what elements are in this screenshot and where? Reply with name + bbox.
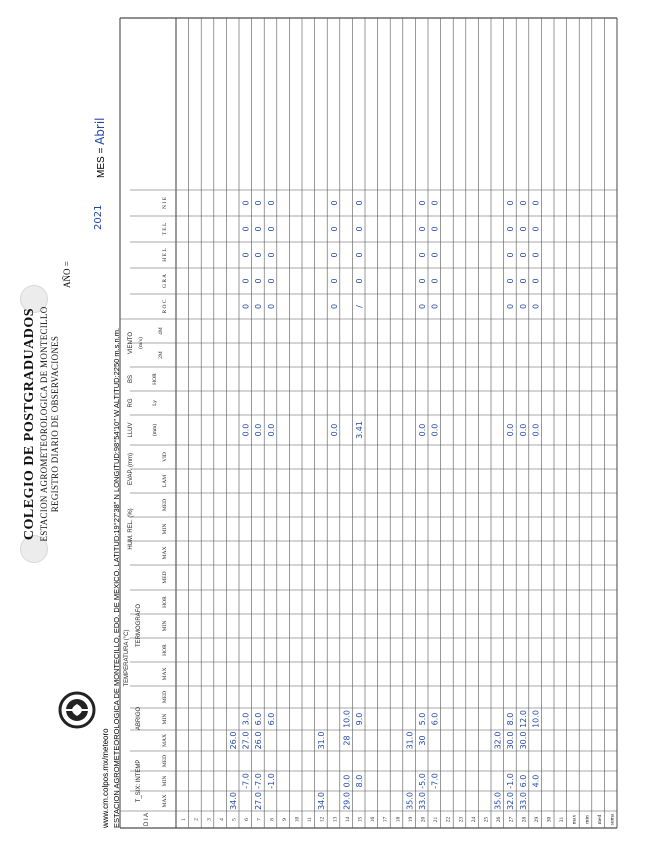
reading-gra-day-7: 0 [254,278,264,284]
reading-roc-day-6: 0 [241,303,251,310]
reading-gra-day-15: 0 [355,278,364,284]
subheader-abr_min: MIN [162,713,168,725]
reading-tsix_min-day-8: -1.0 [266,773,276,789]
row-label-9: 9 [281,818,288,821]
subheader-hum_max: MAX [162,546,168,560]
header-v4m: 4M [158,327,164,335]
reading-gra-day-28: 0 [518,278,528,284]
header-ly: Ly [152,400,158,406]
reading-gra-day-13: 0 [329,278,339,284]
row-label-max: max [571,814,578,825]
reading-tsix_max-day-12: 34.0 [317,792,327,810]
reading-tsix_max-day-26: 35.0 [493,792,503,810]
reading-nie-day-21: 0 [430,200,440,206]
reading-roc-day-20: 0 [418,303,427,310]
reading-lluv-day-27: 0.0 [506,423,516,437]
reading-tel-day-27: 0 [506,226,516,232]
row-label-24: 24 [470,816,477,823]
header-v2m: 2M [158,351,164,359]
row-label-3: 3 [206,818,213,821]
reading-abr_max-day-27: 30.0 [506,731,516,750]
anio-label: AÑO = [62,261,72,288]
row-label-17: 17 [382,816,389,823]
subheader-tsix_min: MIN [162,775,168,787]
reading-tsix_min-day-29: 4.0 [531,774,541,788]
station-coordinates: ESTACION AGROMETEOROLOGICA DE MONTECILLO, EDO. DE MEXICO. LATITUD:19°27'38" N LONGITUD:98°54'10" W ALTITUD:2250 m.s.n.m. [112,327,121,828]
subheader-ter_hmax: HOR [162,644,168,656]
row-label-30: 30 [546,816,553,823]
reading-tsix_max-day-28: 33.0 [518,792,528,810]
subheader-evap_vid: VID [162,452,168,462]
row-label-2: 2 [193,818,200,821]
row-label-med: med [596,814,603,825]
register-title: REGISTRO DIARIO DE OBSERVACIONES [50,335,60,513]
reading-nie-day-15: 0 [355,200,364,206]
reading-tsix_min-day-14: 0.0 [342,774,352,788]
reading-abr_max-day-7: 26.0 [254,731,264,750]
reading-tsix_min-day-6: -7.0 [241,773,251,789]
reading-hel-day-8: 0 [266,252,276,258]
reading-tsix_min-day-28: 6.0 [518,774,528,788]
reading-hel-day-27: 0 [506,252,516,258]
subheader-abr_med: MED [162,690,168,704]
header-evap: EVAP. (mm) [128,452,134,486]
reading-tsix_min-day-27: -1.0 [506,773,516,789]
row-label-4: 4 [218,818,225,821]
header-viento: VIENTO [128,331,134,355]
reading-tel-day-28: 0 [518,226,528,232]
reading-roc-day-15: / [355,305,364,308]
reading-roc-day-13: 0 [329,303,339,310]
subheader-tsix_max: MAX [162,794,168,808]
header-dia: D I A [144,812,150,827]
row-label-8: 8 [269,818,276,821]
header-termografo: TERMOGRAFO [136,604,142,647]
row-label-12: 12 [319,816,326,823]
row-label-7: 7 [256,818,263,821]
subheader-hum_med: MED [162,498,168,512]
header-bs: BS [128,374,134,384]
reading-nie-day-29: 0 [531,200,541,206]
row-label-19: 19 [407,816,414,823]
reading-hel-day-29: 0 [531,252,541,258]
row-label-21: 21 [433,816,440,823]
reading-abr_min-day-29: 10.0 [531,710,541,728]
reading-hel-day-21: 0 [430,252,440,258]
header-temperatura: TEMPERATURA (°C) [124,629,130,687]
row-label-23: 23 [458,816,465,823]
reading-roc-day-29: 0 [531,303,541,310]
reading-gra-day-29: 0 [531,278,541,284]
reading-tsix_max-day-5: 34.0 [229,792,238,810]
subheader-roc: R O C [162,299,168,314]
row-label-15: 15 [357,816,364,823]
row-label-13: 13 [332,816,339,823]
header-tsix: T_SIX: INTEMP [136,759,142,803]
reading-gra-day-8: 0 [266,278,276,284]
reading-abr_max-day-5: 26.0 [229,731,238,750]
reading-tel-day-29: 0 [531,226,541,232]
header-rg: RG [128,398,134,408]
header-hum: HUM. REL. (%) [128,508,134,550]
reading-tel-day-21: 0 [430,226,440,232]
row-label-16: 16 [370,816,377,823]
reading-tsix_min-day-21: -7.0 [430,773,440,789]
reading-lluv-day-15: 3.41 [355,421,364,439]
reading-lluv-day-6: 0.0 [241,423,251,437]
reading-nie-day-27: 0 [506,200,516,206]
reading-tel-day-6: 0 [241,226,251,232]
reading-nie-day-7: 0 [254,200,264,206]
reading-nie-day-8: 0 [266,200,276,206]
subheader-ter_max: MAX [162,667,168,681]
subheader-hel: H E L [162,248,168,262]
reading-abr_min-day-20: 5.0 [418,712,427,726]
row-label-25: 25 [483,816,490,823]
reading-lluv-day-8: 0.0 [266,423,276,437]
subheader-tel: T E L [162,222,168,236]
reading-abr_min-day-6: 3.0 [241,712,251,726]
row-label-27: 27 [508,816,515,823]
reading-abr_min-day-21: 6.0 [430,712,440,726]
reading-abr_min-day-28: 12.0 [518,710,528,728]
reading-tsix_min-day-20: -5.0 [418,773,427,789]
reading-tsix_max-day-14: 29.0 [342,792,352,810]
reading-hel-day-15: 0 [355,252,364,258]
reading-nie-day-6: 0 [241,200,251,206]
reading-nie-day-28: 0 [518,200,528,206]
reading-tel-day-15: 0 [355,226,364,232]
reading-lluv-day-28: 0.0 [518,423,528,437]
reading-lluv-day-21: 0.0 [430,423,440,437]
reading-roc-day-27: 0 [506,303,516,310]
institution-title: COLEGIO DE POSTGRADUADOS [22,307,37,541]
reading-abr_min-day-7: 6.0 [254,712,264,726]
row-label-1: 1 [181,818,188,821]
reading-lluv-day-29: 0.0 [531,423,541,437]
header-bs-hor: HOR [152,373,158,385]
reading-abr_max-day-26: 32.0 [493,731,503,750]
row-label-6: 6 [244,818,251,821]
row-label-11: 11 [307,816,314,823]
reading-lluv-day-20: 0.0 [418,423,427,437]
reading-abr_max-day-28: 30.0 [518,731,528,750]
row-label-31: 31 [559,816,566,823]
row-label-26: 26 [496,816,503,823]
reading-tsix_max-day-20: 33.0 [418,792,427,810]
reading-abr_min-day-27: 8.0 [506,712,516,726]
mes-label: MES = [96,147,107,178]
subheader-evap_lam: LAM [162,474,168,488]
reading-roc-day-7: 0 [254,303,264,310]
reading-roc-day-8: 0 [266,303,276,310]
header-lluv: LLUV [128,422,134,438]
row-label-5: 5 [231,818,238,821]
row-label-14: 14 [344,816,351,823]
station-type: ESTACION AGROMETEOROLOGICA DE MONTECILLO [39,306,49,542]
reading-tel-day-13: 0 [329,226,339,232]
subheader-nie: N I E [162,197,168,209]
row-label-29: 29 [533,816,540,823]
reading-abr_min-day-8: 6.0 [266,712,276,726]
subheader-ter_hmin: HOR [162,596,168,608]
subheader-abr_max: MAX [162,734,168,747]
reading-abr_max-day-20: 30 [418,735,427,746]
year-value: 2021 [93,204,104,230]
reading-tsix_min-day-15: 8.0 [355,774,364,788]
reading-gra-day-20: 0 [418,278,427,284]
website: www.cm.colpos.mx/meteoro [101,728,110,828]
reading-abr_min-day-14: 10.0 [342,710,352,728]
reading-hel-day-28: 0 [518,252,528,258]
reading-abr_max-day-19: 31.0 [405,731,415,750]
reading-gra-day-6: 0 [241,278,251,284]
subheader-tsix_med: MED [162,754,168,768]
row-label-22: 22 [445,816,452,823]
subheader-hum_min: MIN [162,523,168,535]
row-label-10: 10 [294,816,301,823]
reading-lluv-day-13: 0.0 [329,423,339,437]
header-viento-unit: (m/s) [138,337,144,349]
reading-abr_min-day-15: 9.0 [355,712,364,726]
reading-hel-day-7: 0 [254,252,264,258]
row-label-28: 28 [521,816,528,823]
month-value: Abril [93,117,107,145]
subheader-gra: G R A [162,273,168,289]
subheader-ter_med: MED [162,571,168,584]
header-abrigo: ABRIGO [136,706,142,731]
row-label-min: min [584,815,591,824]
reading-gra-day-27: 0 [506,278,516,284]
reading-nie-day-20: 0 [418,200,427,206]
reading-nie-day-13: 0 [329,200,339,206]
row-label-20: 20 [420,816,427,823]
subheader-ter_min: MIN [162,620,168,632]
reading-tsix_min-day-7: -7.0 [254,773,264,789]
reading-hel-day-13: 0 [329,252,339,258]
reading-hel-day-20: 0 [418,252,427,258]
reading-roc-day-21: 0 [430,303,440,310]
header-lluv-unit: (mm) [152,423,158,437]
reading-abr_max-day-12: 31.0 [317,731,327,750]
reading-abr_max-day-6: 27.0 [241,731,251,750]
reading-gra-day-21: 0 [430,278,440,284]
reading-tel-day-20: 0 [418,226,427,232]
reading-tsix_max-day-19: 35.0 [405,792,415,810]
reading-tsix_max-day-27: 32.0 [506,792,516,810]
reading-abr_max-day-14: 28 [342,735,352,746]
reading-roc-day-28: 0 [518,303,528,310]
reading-tel-day-7: 0 [254,226,264,232]
reading-hel-day-6: 0 [241,252,251,258]
reading-lluv-day-7: 0.0 [254,423,264,437]
reading-tsix_max-day-7: 27.0 [254,792,264,810]
row-label-suma: suma [609,813,616,826]
reading-tel-day-8: 0 [266,226,276,232]
row-label-18: 18 [395,816,402,823]
